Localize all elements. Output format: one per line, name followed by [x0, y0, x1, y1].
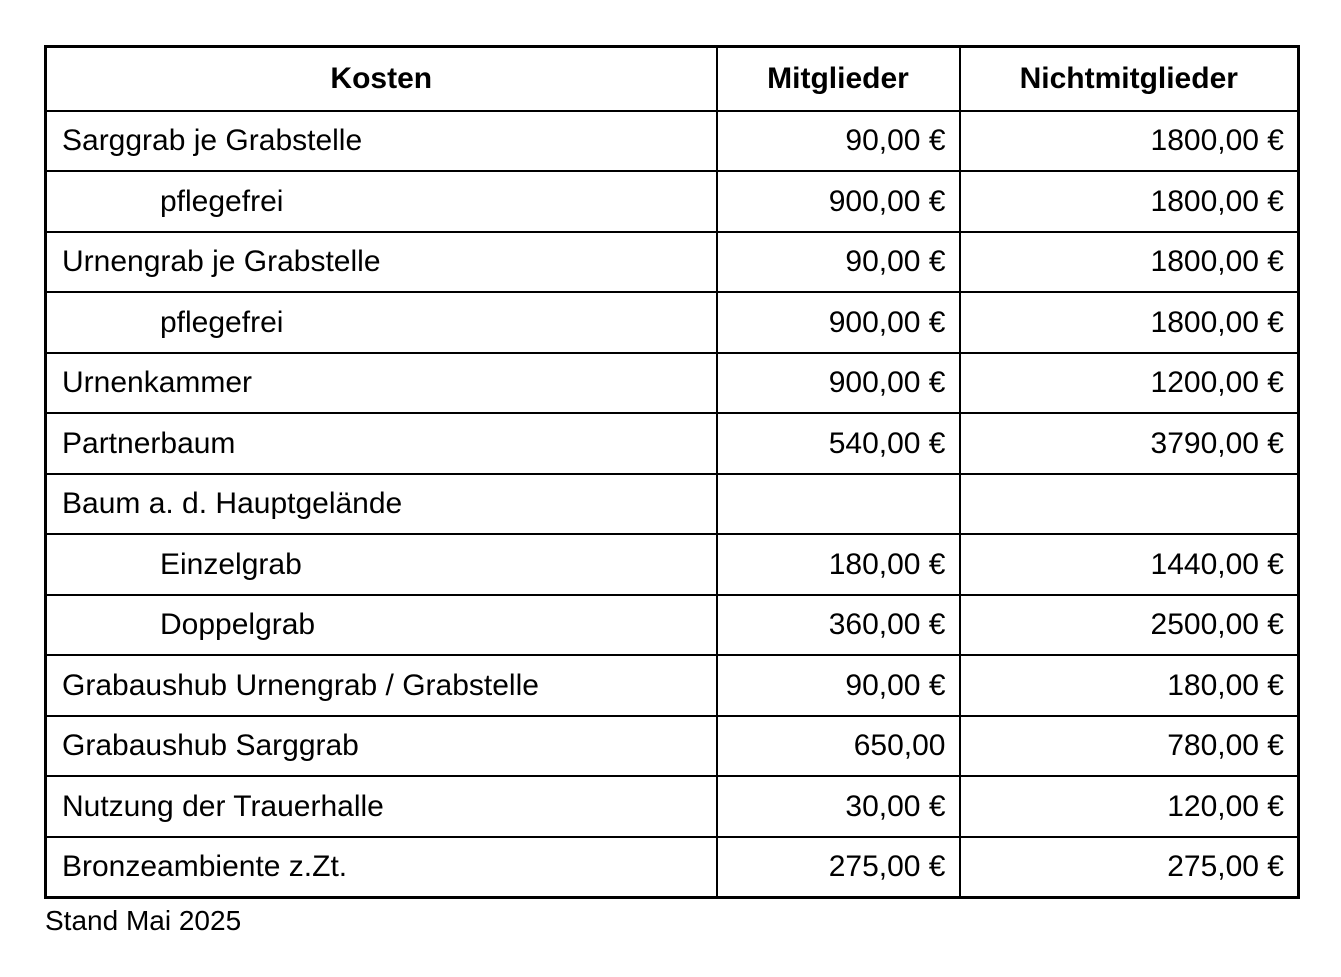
row-label: Doppelgrab — [46, 595, 717, 656]
price-mitglieder: 180,00 € — [717, 534, 960, 595]
row-label: Urnenkammer — [46, 353, 717, 414]
price-mitglieder: 650,00 — [717, 716, 960, 777]
row-label: Sarggrab je Grabstelle — [46, 111, 717, 172]
price-table — [44, 45, 1300, 899]
column-header-kosten: Kosten — [46, 47, 717, 111]
price-mitglieder: 360,00 € — [717, 595, 960, 656]
row-label: Urnengrab je Grabstelle — [46, 232, 717, 293]
price-mitglieder: 540,00 € — [717, 413, 960, 474]
table-row — [46, 474, 1299, 535]
price-mitglieder: 30,00 € — [717, 776, 960, 837]
row-label: Einzelgrab — [46, 534, 717, 595]
price-nichtmitglieder: 1440,00 € — [960, 534, 1299, 595]
row-label: Nutzung der Trauerhalle — [46, 776, 717, 837]
price-nichtmitglieder: 3790,00 € — [960, 413, 1299, 474]
row-label: Partnerbaum — [46, 413, 717, 474]
table-row — [46, 534, 1299, 595]
table-row — [46, 232, 1299, 293]
price-nichtmitglieder: 1800,00 € — [960, 232, 1299, 293]
table-row — [46, 716, 1299, 777]
price-nichtmitglieder: 120,00 € — [960, 776, 1299, 837]
price-mitglieder: 90,00 € — [717, 232, 960, 293]
price-mitglieder: 90,00 € — [717, 111, 960, 172]
table-footnote: Stand Mai 2025 — [45, 905, 242, 936]
price-nichtmitglieder: 1800,00 € — [960, 292, 1299, 353]
table-row — [46, 292, 1299, 353]
price-nichtmitglieder: 1800,00 € — [960, 171, 1299, 232]
price-nichtmitglieder: 180,00 € — [960, 655, 1299, 716]
table-row — [46, 595, 1299, 656]
row-label: Baum a. d. Hauptgelände — [46, 474, 717, 535]
price-nichtmitglieder: 1200,00 € — [960, 353, 1299, 414]
table-row — [46, 413, 1299, 474]
table-row — [46, 171, 1299, 232]
price-nichtmitglieder: 2500,00 € — [960, 595, 1299, 656]
price-mitglieder — [717, 474, 960, 535]
column-header-nichtmitglieder: Nichtmitglieder — [960, 47, 1299, 111]
row-label: Grabaushub Sarggrab — [46, 716, 717, 777]
table-row — [46, 353, 1299, 414]
row-label: Bronzeambiente z.Zt. — [46, 837, 717, 898]
row-label: pflegefrei — [46, 292, 717, 353]
row-label: Grabaushub Urnengrab / Grabstelle — [46, 655, 717, 716]
price-mitglieder: 900,00 € — [717, 353, 960, 414]
price-nichtmitglieder — [960, 474, 1299, 535]
table-row — [46, 837, 1299, 898]
price-nichtmitglieder: 780,00 € — [960, 716, 1299, 777]
row-label: pflegefrei — [46, 171, 717, 232]
price-nichtmitglieder: 1800,00 € — [960, 111, 1299, 172]
header-row — [46, 47, 1299, 111]
table-row — [46, 776, 1299, 837]
price-nichtmitglieder: 275,00 € — [960, 837, 1299, 898]
price-mitglieder: 900,00 € — [717, 292, 960, 353]
price-mitglieder: 275,00 € — [717, 837, 960, 898]
table-row — [46, 111, 1299, 172]
price-mitglieder: 90,00 € — [717, 655, 960, 716]
column-header-mitglieder: Mitglieder — [717, 47, 960, 111]
price-mitglieder: 900,00 € — [717, 171, 960, 232]
table-row — [46, 655, 1299, 716]
